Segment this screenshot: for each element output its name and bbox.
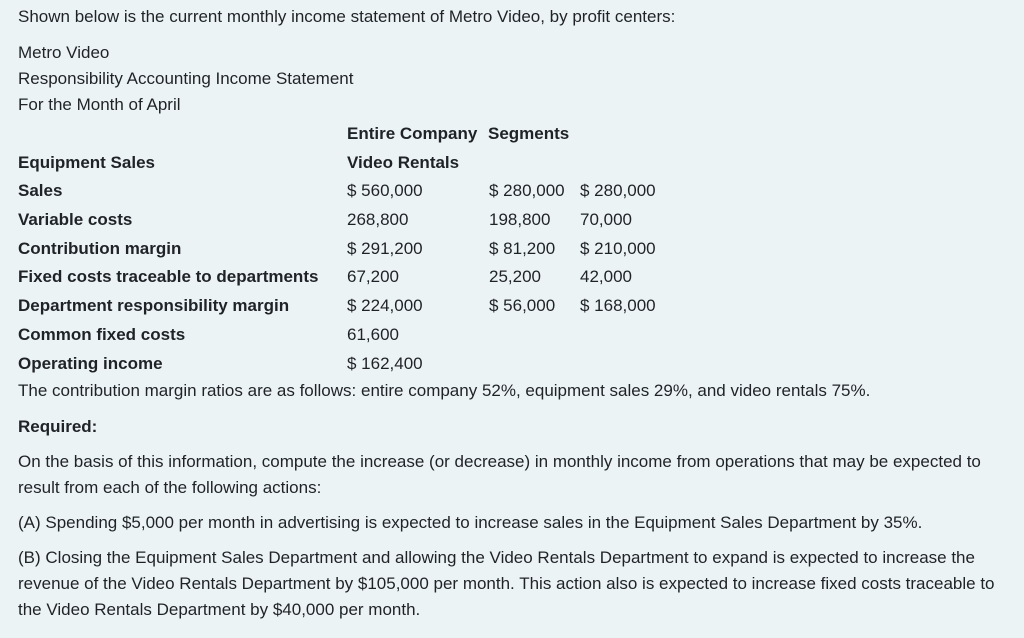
row-label: Sales <box>18 181 63 200</box>
video-rentals-value: $ 210,000 <box>580 239 656 258</box>
action-b-text: (B) Closing the Equipment Sales Department and allowing the Video Rentals Department to expand is expected to increase the revenue of the Video Rentals Department by $105,000 per month. This action also is expected to increase fixed costs traceable to the Video Rentals Department by $40,000 per month. <box>18 548 995 619</box>
intro-text: Shown below is the current monthly income statement of Metro Video, by profit centers: <box>18 7 676 26</box>
header-entire-company: Entire Company <box>347 124 478 143</box>
row-label: Common fixed costs <box>18 325 186 344</box>
header-equipment-sales: Equipment Sales <box>18 153 155 172</box>
entire-company-value: $ 224,000 <box>347 296 423 315</box>
entire-company-value: 268,800 <box>347 210 409 229</box>
equipment-sales-value: 25,200 <box>489 267 541 286</box>
statement-title: Responsibility Accounting Income Statement <box>18 69 354 88</box>
header-video-rentals: Video Rentals <box>347 153 460 172</box>
equipment-sales-value: $ 81,200 <box>489 239 556 258</box>
statement-period: For the Month of April <box>18 95 181 114</box>
row-label: Fixed costs traceable to departments <box>18 267 319 286</box>
ratios-note: The contribution margin ratios are as follows: entire company 52%, equipment sales 29%, and video rentals 75%. <box>18 381 871 400</box>
company-name: Metro Video <box>18 43 110 62</box>
row-label: Contribution margin <box>18 239 182 258</box>
row-label: Operating income <box>18 354 163 373</box>
equipment-sales-value: 198,800 <box>489 210 551 229</box>
equipment-sales-value: $ 280,000 <box>489 181 565 200</box>
video-rentals-value: 42,000 <box>580 267 632 286</box>
action-a-text: (A) Spending $5,000 per month in advertising is expected to increase sales in the Equipment Sales Department by 35%. <box>18 513 923 532</box>
equipment-sales-value: $ 56,000 <box>489 296 556 315</box>
entire-company-value: $ 291,200 <box>347 239 423 258</box>
entire-company-value: $ 162,400 <box>347 354 423 373</box>
video-rentals-value: $ 280,000 <box>580 181 656 200</box>
instructions-text: On the basis of this information, compute the increase (or decrease) in monthly income from operations that may be expected to result from each of the following actions: <box>18 452 981 497</box>
row-label: Variable costs <box>18 210 133 229</box>
header-segments: Segments <box>488 124 570 143</box>
entire-company-value: 61,600 <box>347 325 399 344</box>
entire-company-value: $ 560,000 <box>347 181 423 200</box>
row-label: Department responsibility margin <box>18 296 290 315</box>
required-label: Required: <box>18 417 98 436</box>
video-rentals-value: 70,000 <box>580 210 632 229</box>
video-rentals-value: $ 168,000 <box>580 296 656 315</box>
entire-company-value: 67,200 <box>347 267 399 286</box>
